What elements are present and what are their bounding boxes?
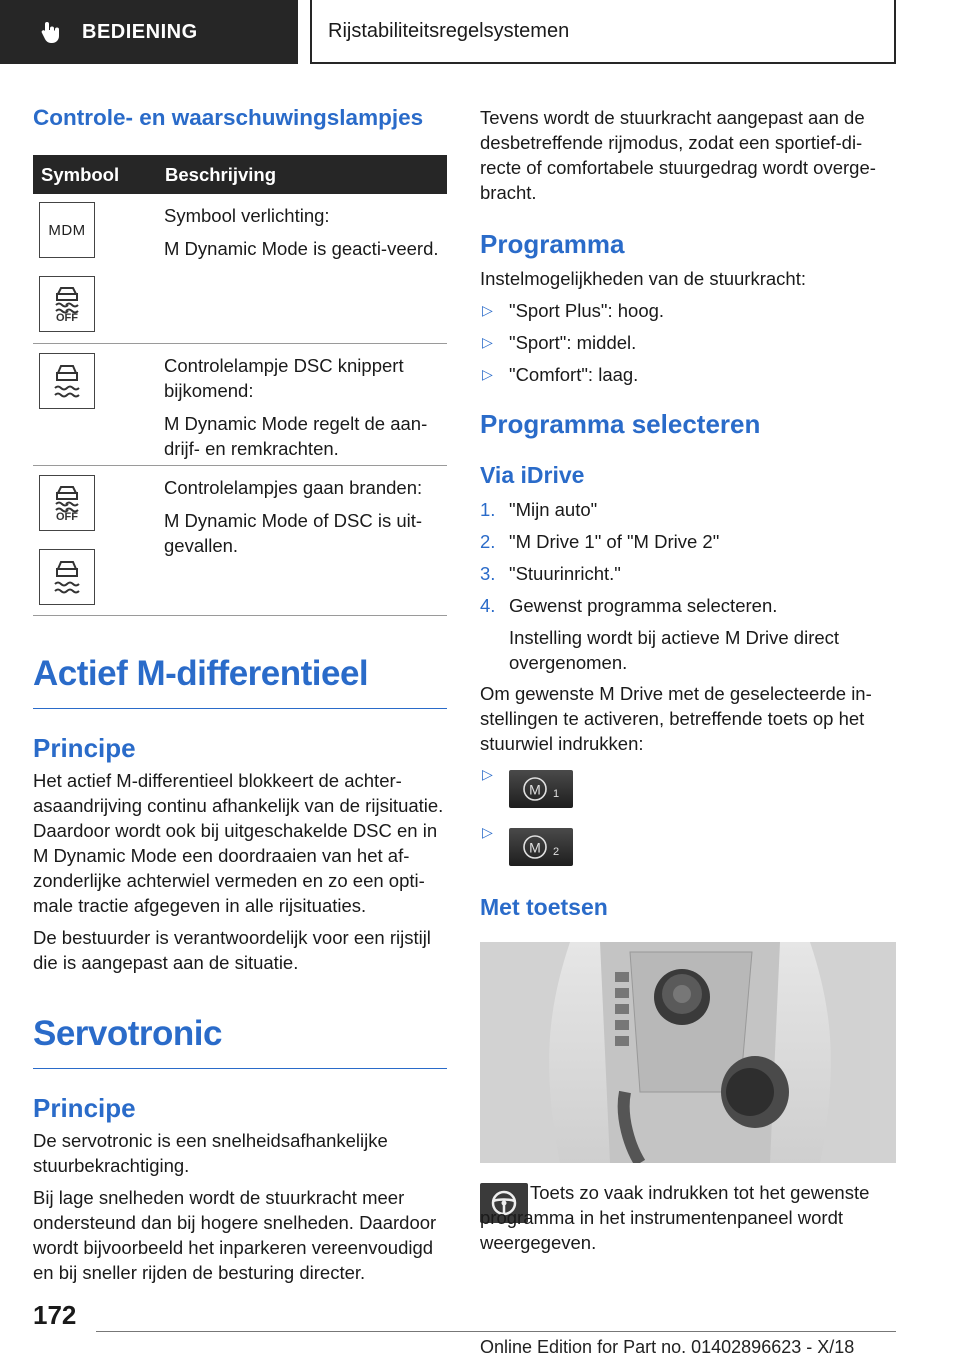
divider — [33, 1068, 447, 1069]
row1-text-2: M Dynamic Mode is geacti-veerd. — [164, 238, 439, 259]
intro-paragraph: Tevens wordt de stuurkracht aangepast aan de desbetreffende rijmodus, zodat een sportief-di-recte of comfortabele stuurgedrag wordt overge-bracht. — [480, 107, 876, 203]
triangle-bullet-icon: ▷ — [482, 366, 493, 382]
m2-button-icon — [509, 828, 573, 866]
list-item: ▷ "Comfort": laag. — [482, 364, 639, 385]
triangle-bullet-icon: ▷ — [482, 302, 493, 318]
heading-principle-diff: Principe — [33, 733, 136, 763]
divider — [33, 708, 447, 709]
table-header-description: Beschrijving — [165, 163, 277, 185]
programma-intro: Instelmogelijkheden van de stuurkracht: — [480, 268, 806, 289]
hand-pointer-icon — [38, 19, 64, 45]
heading-met-toetsen: Met toetsen — [480, 894, 608, 920]
heading-active-m-differential: Actief M-differentieel — [33, 654, 369, 693]
diff-paragraph-2: De bestuurder is verantwoordelijk voor een rijstijl die is aangepast aan de situatie. — [33, 927, 431, 973]
svg-text:M: M — [529, 839, 541, 856]
list-item: 4. Gewenst programma selecteren. — [480, 595, 778, 616]
svg-text:1: 1 — [552, 788, 560, 800]
dsc-icon — [39, 549, 95, 605]
svg-text:2: 2 — [552, 846, 560, 858]
mdrive-paragraph: Om gewenste M Drive met de geselecteerde in-stellingen te activeren, betreffende toets op het stuurwiel indrukken: — [480, 683, 872, 754]
diff-paragraph-1: Het actief M-differentieel blokkeert de achter-asaandrijving continu afhankelijk van de rijsituatie. Daardoor wordt ook bij uitgeschakelde DSC en in M Dynamic Mode een doordraaien van het af-zonderlijke achterwiel vermeden en zo een opti-male tractie afgegeven in alle rijsituaties. — [33, 770, 444, 916]
heading-programma: Programma — [480, 229, 625, 259]
list-item: ▷ "Sport Plus": hoog. — [482, 300, 665, 321]
row2-text-1: Controlelampje DSC knippert bijkomend: — [164, 355, 404, 401]
heading-principle-servo: Principe — [33, 1093, 136, 1123]
table-row — [33, 194, 447, 344]
list-item — [480, 766, 896, 808]
list-item: 3. "Stuurinricht." — [480, 563, 621, 584]
table-row — [33, 466, 447, 616]
table-row — [33, 344, 447, 466]
header-chapter — [310, 0, 896, 64]
step4-subtext: Instelling wordt bij actieve M Drive direct overgenomen. — [509, 627, 840, 673]
toets-paragraph: Toets zo vaak indrukken tot het gewenste programma in het instrumentenpaneel wordt weergegeven. — [480, 1182, 870, 1253]
footer-edition: Online Edition for Part no. 01402896623 - X/18 — [480, 1337, 855, 1357]
table-header — [33, 155, 447, 194]
page-number: 172 — [33, 1300, 77, 1330]
list-item: 2. "M Drive 1" of "M Drive 2" — [480, 531, 720, 552]
dsc-icon — [39, 353, 95, 409]
table-header-symbol: Symbool — [41, 163, 120, 185]
svg-text:M: M — [529, 781, 541, 798]
list-item: 1. "Mijn auto" — [480, 499, 598, 520]
triangle-bullet-icon: ▷ — [482, 824, 493, 840]
triangle-bullet-icon: ▷ — [482, 766, 493, 782]
dsc-off-icon: OFF — [39, 475, 95, 531]
mdm-icon: MDM — [39, 202, 95, 258]
list-item — [480, 824, 896, 866]
dsc-off-icon: OFF — [39, 276, 95, 332]
row1-text-1: Symbool verlichting: — [164, 205, 330, 226]
center-console-image — [480, 942, 896, 1163]
left-column — [33, 100, 447, 1285]
header-chapter-title: Rijstabiliteitsregelsystemen — [328, 19, 570, 42]
row3-text-2: M Dynamic Mode of DSC is uit-gevallen. — [164, 510, 423, 556]
header-section: BEDIENING — [82, 20, 198, 43]
row2-text-2: M Dynamic Mode regelt de aan-drijf- en remkrachten. — [164, 413, 428, 459]
right-column — [480, 100, 896, 921]
heading-via-idrive: Via iDrive — [480, 462, 585, 488]
heading-programma-selecteren: Programma selecteren — [480, 409, 761, 439]
triangle-bullet-icon: ▷ — [482, 334, 493, 350]
servo-paragraph-1: De servotronic is een snelheidsafhankelijke stuurbekrachtiging. — [33, 1130, 388, 1176]
heading-servotronic: Servotronic — [33, 1014, 222, 1053]
header-section-tab — [0, 0, 298, 64]
m1-button-icon — [509, 770, 573, 808]
footer-divider — [96, 1331, 896, 1332]
lamps-table — [33, 155, 447, 616]
heading-warning-lamps: Controle- en waarschuwingslampjes — [33, 105, 424, 130]
list-item: ▷ "Sport": middel. — [482, 332, 637, 353]
row3-text-1: Controlelampjes gaan branden: — [164, 477, 423, 498]
servo-paragraph-2: Bij lage snelheden wordt de stuurkracht meer ondersteund dan bij hogere snelheden. Daardoor wordt bijvoorbeeld het inparkeren vereenvoudigd en bij sneller rijden de besturing directer. — [33, 1187, 437, 1283]
